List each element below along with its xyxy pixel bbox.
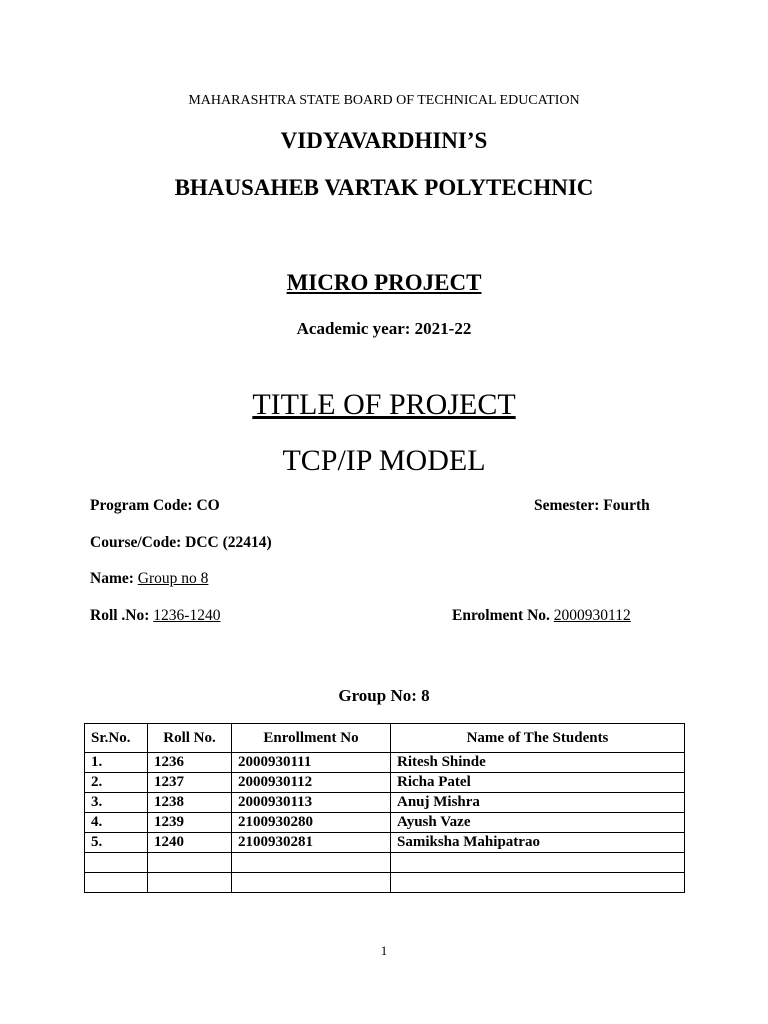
table-row-empty: [85, 873, 685, 893]
board-name: MAHARASHTRA STATE BOARD OF TECHNICAL EDUCATION: [188, 93, 580, 108]
cell-sr-no: 3.: [85, 793, 148, 813]
cell-student-name: Ritesh Shinde: [391, 753, 685, 773]
cell-enrollment-no: [232, 853, 391, 873]
table-row: [85, 793, 685, 813]
cell-enrollment-no: 2100930280: [232, 813, 391, 833]
table-row: [85, 773, 685, 793]
table-row-empty: [85, 853, 685, 873]
cell-sr-no: 1.: [85, 753, 148, 773]
academic-year: Academic year: 2021-22: [296, 319, 472, 338]
header-sr-no: Sr.No.: [85, 724, 148, 753]
cell-student-name: [391, 853, 685, 873]
table-row: [85, 833, 685, 853]
semester-label: Semester:: [534, 497, 604, 514]
institution-name-line2: BHAUSAHEB VARTAK POLYTECHNIC: [174, 175, 594, 200]
cell-sr-no: [85, 873, 148, 893]
name-label: Name:: [90, 570, 138, 587]
header-roll-no: Roll No.: [148, 724, 232, 753]
group-heading: Group No: 8: [338, 686, 430, 705]
cell-roll-no: 1240: [148, 833, 232, 853]
roll-value: 1236-1240: [153, 607, 221, 624]
semester-row: [534, 497, 650, 515]
cell-enrollment-no: 2100930281: [232, 833, 391, 853]
students-table: [84, 723, 685, 893]
cell-sr-no: 4.: [85, 813, 148, 833]
cell-student-name: Ayush Vaze: [391, 813, 685, 833]
roll-label: Roll .No:: [90, 607, 154, 624]
table-row: [85, 813, 685, 833]
cell-roll-no: [148, 873, 232, 893]
course-row: [90, 534, 272, 552]
project-title: TCP/IP MODEL: [282, 444, 486, 477]
cell-enrollment-no: [232, 873, 391, 893]
cell-sr-no: 2.: [85, 773, 148, 793]
program-code-value: CO: [196, 497, 220, 514]
cell-sr-no: [85, 853, 148, 873]
cell-roll-no: 1238: [148, 793, 232, 813]
header-enrollment-no: Enrollment No: [232, 724, 391, 753]
name-row: [90, 570, 208, 588]
cell-roll-no: 1236: [148, 753, 232, 773]
institution-name-line1: VIDYAVARDHINI’S: [280, 128, 488, 153]
cell-student-name: Richa Patel: [391, 773, 685, 793]
cell-roll-no: 1237: [148, 773, 232, 793]
table-header-row: [85, 724, 685, 753]
name-value: Group no 8: [137, 570, 209, 587]
semester-value: Fourth: [603, 497, 650, 514]
cell-roll-no: 1239: [148, 813, 232, 833]
enrolment-row: [452, 607, 631, 625]
cell-enrollment-no: 2000930111: [232, 753, 391, 773]
cell-student-name: Samiksha Mahipatrao: [391, 833, 685, 853]
roll-row: [90, 607, 220, 625]
cell-roll-no: [148, 853, 232, 873]
program-code-label: Program Code:: [90, 497, 197, 514]
header-student-name: Name of The Students: [391, 724, 685, 753]
enrolment-value: 2000930112: [553, 607, 631, 624]
program-code-row: [90, 497, 220, 515]
project-type-heading: MICRO PROJECT: [286, 270, 482, 295]
cell-enrollment-no: 2000930112: [232, 773, 391, 793]
cell-student-name: [391, 873, 685, 893]
cell-student-name: Anuj Mishra: [391, 793, 685, 813]
enrolment-label: Enrolment No.: [452, 607, 554, 624]
table-row: [85, 753, 685, 773]
cell-sr-no: 5.: [85, 833, 148, 853]
course-label: Course/Code:: [90, 534, 186, 551]
title-of-project-heading: TITLE OF PROJECT: [252, 388, 516, 421]
page-number: 1: [380, 943, 388, 958]
course-value: DCC (22414): [185, 534, 272, 551]
cell-enrollment-no: 2000930113: [232, 793, 391, 813]
